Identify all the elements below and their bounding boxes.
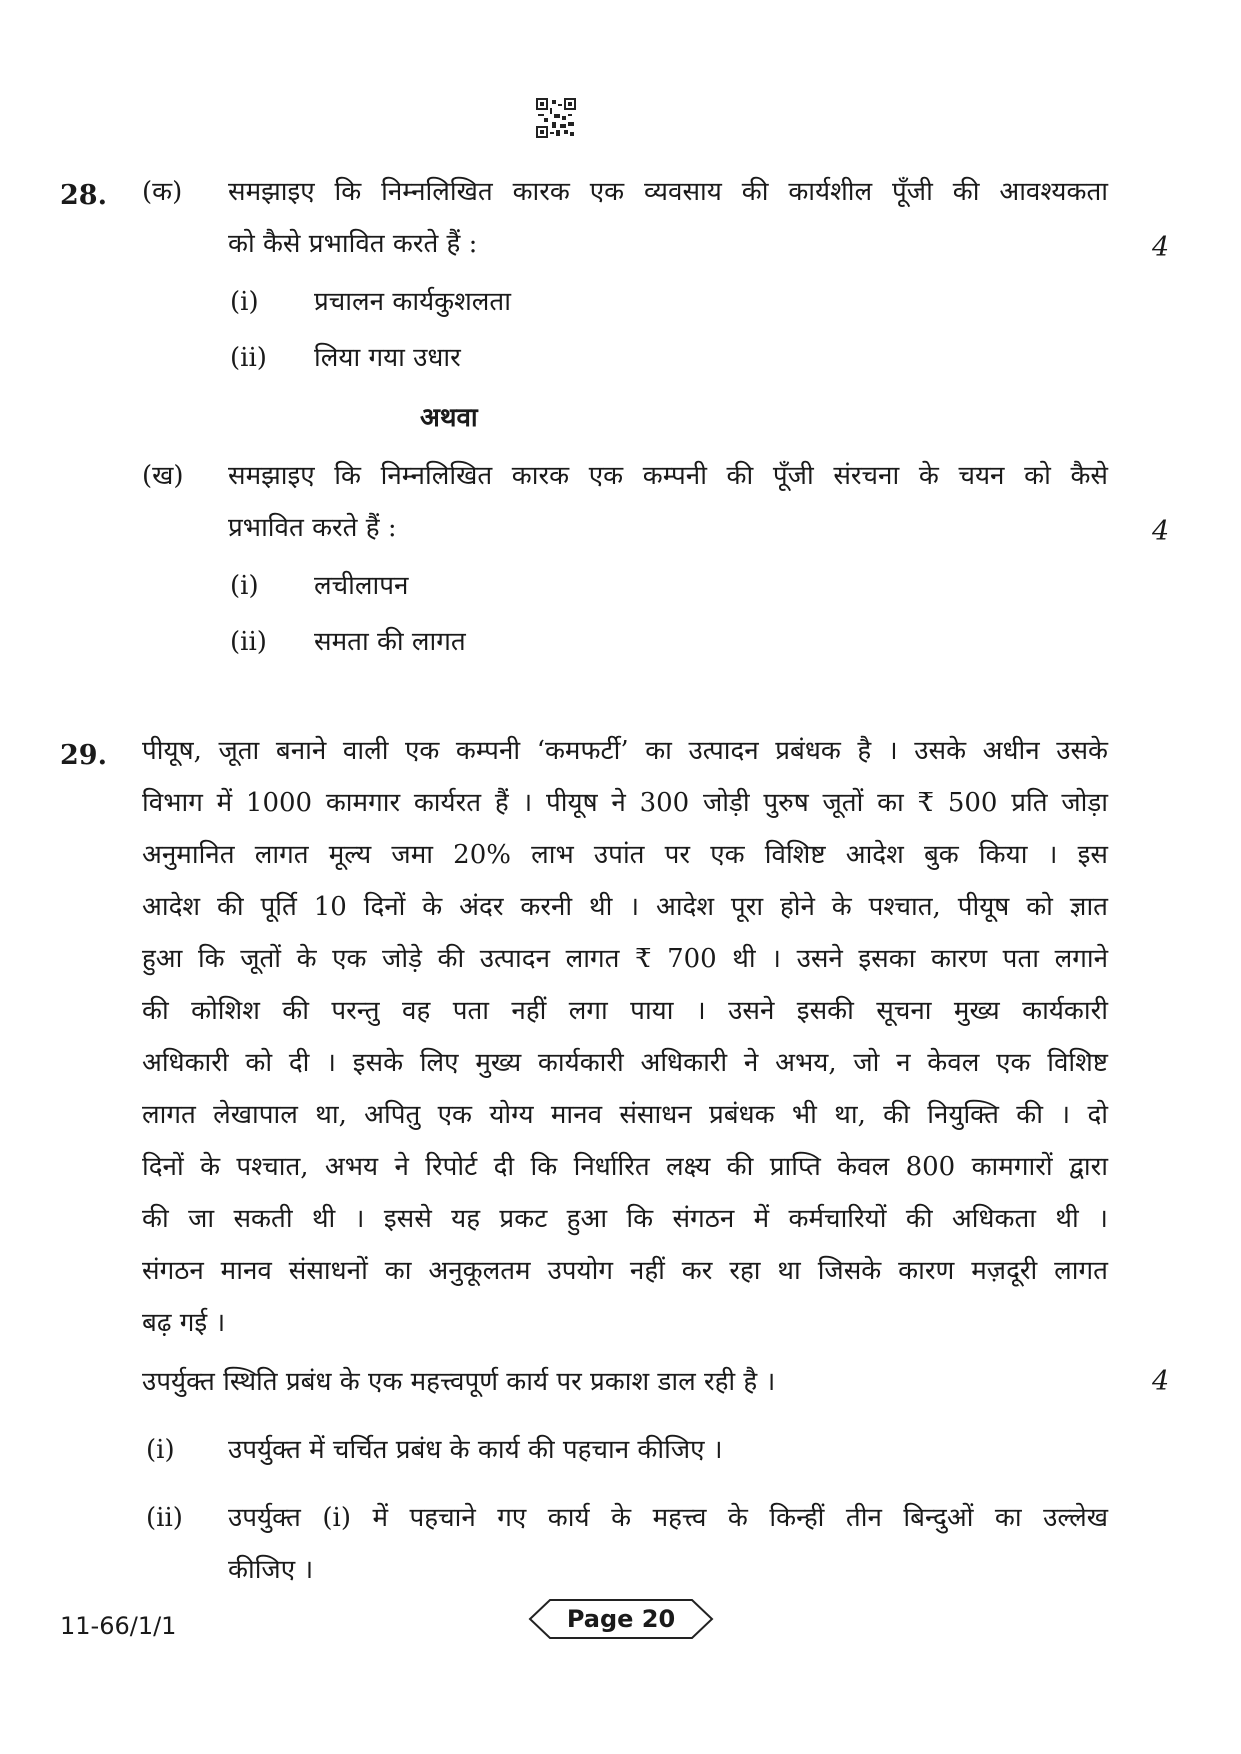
q28-b-stem-line1: समझाइए कि निम्नलिखित कारक एक कम्पनी की पूँजी संरचना के चयन को कैसे bbox=[228, 461, 1108, 491]
q28-a-item-ii-text: लिया गया उधार bbox=[314, 343, 461, 373]
q28-b-item-i-text: लचीलापन bbox=[314, 571, 409, 601]
or-separator: अथवा bbox=[420, 403, 478, 433]
passage-line: विभाग में 1000 कामगार कार्यरत हैं । पीयूष ने 300 जोड़ी पुरुष जूतों का ₹ 500 प्रति जोड़ा bbox=[142, 788, 1108, 818]
q29-sub-ii-label: (ii) bbox=[146, 1503, 183, 1533]
passage-line: की कोशिश की परन्तु वह पता नहीं लगा पाया । उसने इसकी सूचना मुख्य कार्यकारी bbox=[142, 996, 1108, 1026]
page-number: Page 20 bbox=[566, 1605, 676, 1633]
q29-marks: 4 bbox=[1152, 1366, 1170, 1397]
passage-line: लागत लेखापाल था, अपितु एक योग्य मानव संसाधन प्रबंधक भी था, की नियुक्ति की । दो bbox=[142, 1100, 1108, 1130]
q28-b-item-ii-text: समता की लागत bbox=[314, 627, 466, 657]
passage-line: की जा सकती थी । इससे यह प्रकट हुआ कि संगठन में कर्मचारियों की अधिकता थी । bbox=[142, 1204, 1108, 1234]
q29-sub-ii-line2: कीजिए । bbox=[228, 1555, 314, 1585]
passage-line: अनुमानित लागत मूल्य जमा 20% लाभ उपांत पर एक विशिष्ट आदेश बुक किया । इस bbox=[142, 840, 1108, 870]
question-28-number: 28. bbox=[60, 180, 107, 211]
q28-b-item-i-label: (i) bbox=[230, 571, 259, 601]
q29-sub-i-text: उपर्युक्त में चर्चित प्रबंध के कार्य की पहचान कीजिए । bbox=[228, 1435, 723, 1465]
passage-line: पीयूष, जूता बनाने वाली एक कम्पनी ‘कमफर्टी’ का उत्पादन प्रबंधक है । उसके अधीन उसके bbox=[142, 736, 1108, 766]
passage-line: संगठन मानव संसाधनों का अनुकूलतम उपयोग नहीं कर रहा था जिसके कारण मज़दूरी लागत bbox=[142, 1256, 1108, 1286]
q28-a-item-i-label: (i) bbox=[230, 287, 259, 317]
q28-a-stem-line1: समझाइए कि निम्नलिखित कारक एक व्यवसाय की कार्यशील पूँजी की आवश्यकता bbox=[228, 177, 1108, 207]
q29-passage bbox=[142, 725, 1108, 1349]
q28-b-stem-line2: प्रभावित करते हैं : bbox=[228, 513, 397, 543]
q28-a-marks: 4 bbox=[1152, 232, 1170, 263]
q28-b-marks: 4 bbox=[1152, 516, 1170, 547]
q28-a-item-i-text: प्रचालन कार्यकुशलता bbox=[314, 287, 511, 317]
page-number-badge bbox=[528, 1598, 714, 1640]
q28-a-stem-line2: को कैसे प्रभावित करते हैं : bbox=[228, 229, 478, 259]
q28-a-label: (क) bbox=[142, 177, 183, 207]
q28-a-item-ii-label: (ii) bbox=[230, 343, 267, 373]
q28-b-label: (ख) bbox=[142, 461, 184, 491]
paper-code: 11-66/1/1 bbox=[60, 1612, 177, 1640]
passage-line: बढ़ गई । bbox=[142, 1308, 226, 1338]
q29-sub-ii-line1: उपर्युक्त (i) में पहचाने गए कार्य के महत्त्व के किन्हीं तीन बिन्दुओं का उल्लेख bbox=[228, 1503, 1108, 1533]
question-29-number: 29. bbox=[60, 740, 107, 771]
q29-sub-i-label: (i) bbox=[146, 1435, 175, 1465]
qr-code-icon bbox=[536, 98, 576, 138]
passage-line: अधिकारी को दी । इसके लिए मुख्य कार्यकारी अधिकारी ने अभय, जो न केवल एक विशिष्ट bbox=[142, 1048, 1108, 1078]
q28-b-item-ii-label: (ii) bbox=[230, 627, 267, 657]
q29-statement: उपर्युक्त स्थिति प्रबंध के एक महत्त्वपूर्ण कार्य पर प्रकाश डाल रही है । bbox=[142, 1367, 776, 1397]
passage-line: हुआ कि जूतों के एक जोड़े की उत्पादन लागत ₹ 700 थी । उसने इसका कारण पता लगाने bbox=[142, 944, 1108, 974]
passage-line: आदेश की पूर्ति 10 दिनों के अंदर करनी थी । आदेश पूरा होने के पश्चात, पीयूष को ज्ञात bbox=[142, 892, 1108, 922]
passage-line: दिनों के पश्चात, अभय ने रिपोर्ट दी कि निर्धारित लक्ष्य की प्राप्ति केवल 800 कामगारों द्वारा bbox=[142, 1152, 1108, 1182]
